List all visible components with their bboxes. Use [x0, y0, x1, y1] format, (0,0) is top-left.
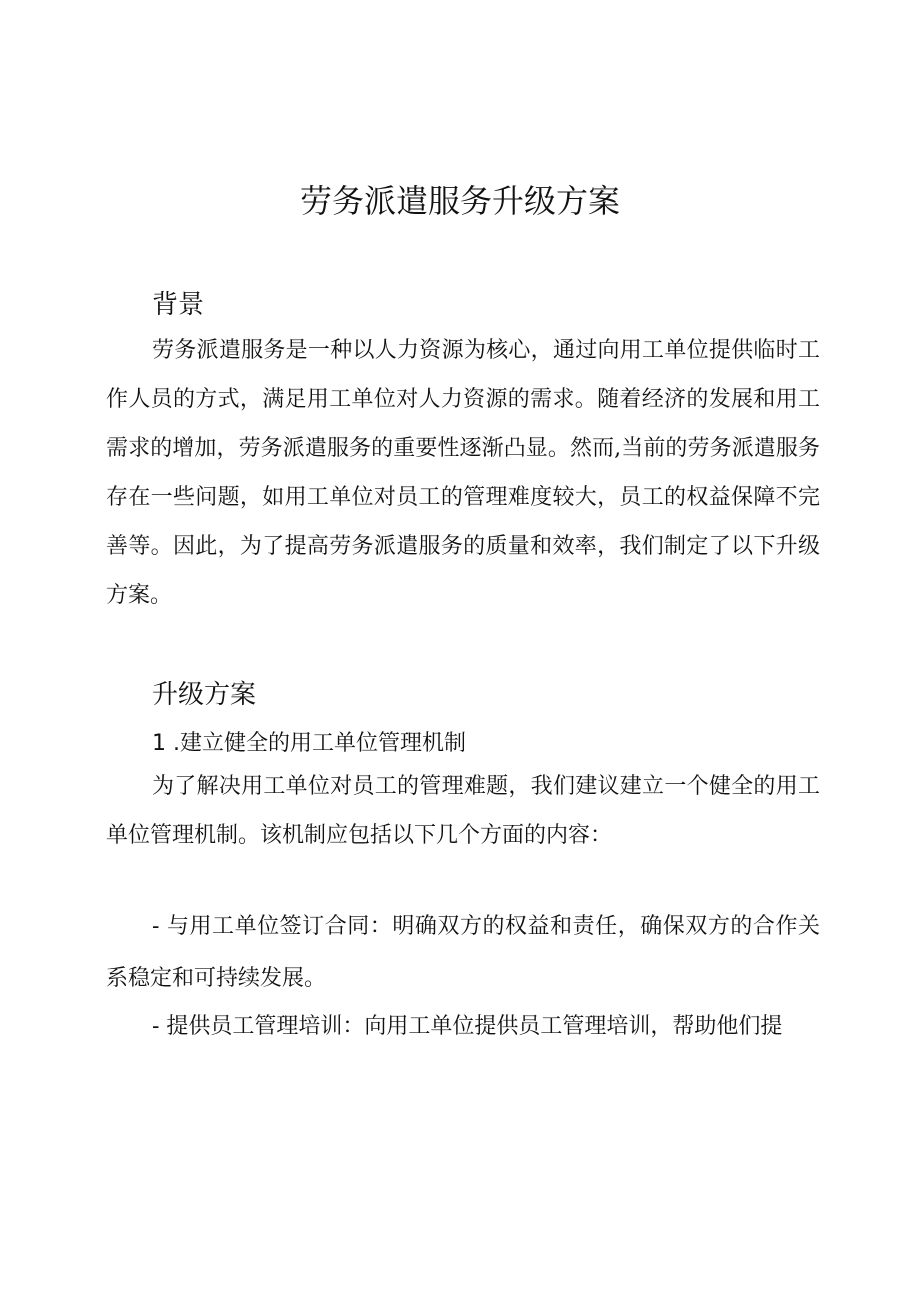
bullet-item-training: - 提供员工管理培训：向用工单位提供员工管理培训，帮助他们提	[152, 1014, 783, 1039]
background-paragraph: 劳务派遣服务是一种以人力资源为核心，通过向用工单位提供临时工作人员的方式，满足用工单位对人力资源的需求。随着经济的发展和用工需求的增加，劳务派遣服务的重要性逐渐凸显。然而,当前的劳务派遣服务存在一些问题，如用工单位对员工的管理难度较大，员工的权益保障不完善等。因此，为了提高劳务派遣服务的质量和效率，我们制定了以下升级方案。	[106, 338, 820, 608]
section-heading-upgrade: 升级方案	[152, 680, 257, 710]
management-paragraph: 为了解决用工单位对员工的管理难题，我们建议建立一个健全的用工单位管理机制。该机制应包括以下几个方面的内容：	[106, 774, 820, 848]
document-title: 劳务派遣服务升级方案	[299, 182, 620, 220]
section-heading-background: 背景	[152, 290, 205, 320]
subsection-heading-management: 1 .建立健全的用工单位管理机制	[152, 731, 466, 756]
bullet-item-contract: - 与用工单位签订合同：明确双方的权益和责任，确保双方的合作关系稳定和可持续发展。	[106, 914, 820, 991]
